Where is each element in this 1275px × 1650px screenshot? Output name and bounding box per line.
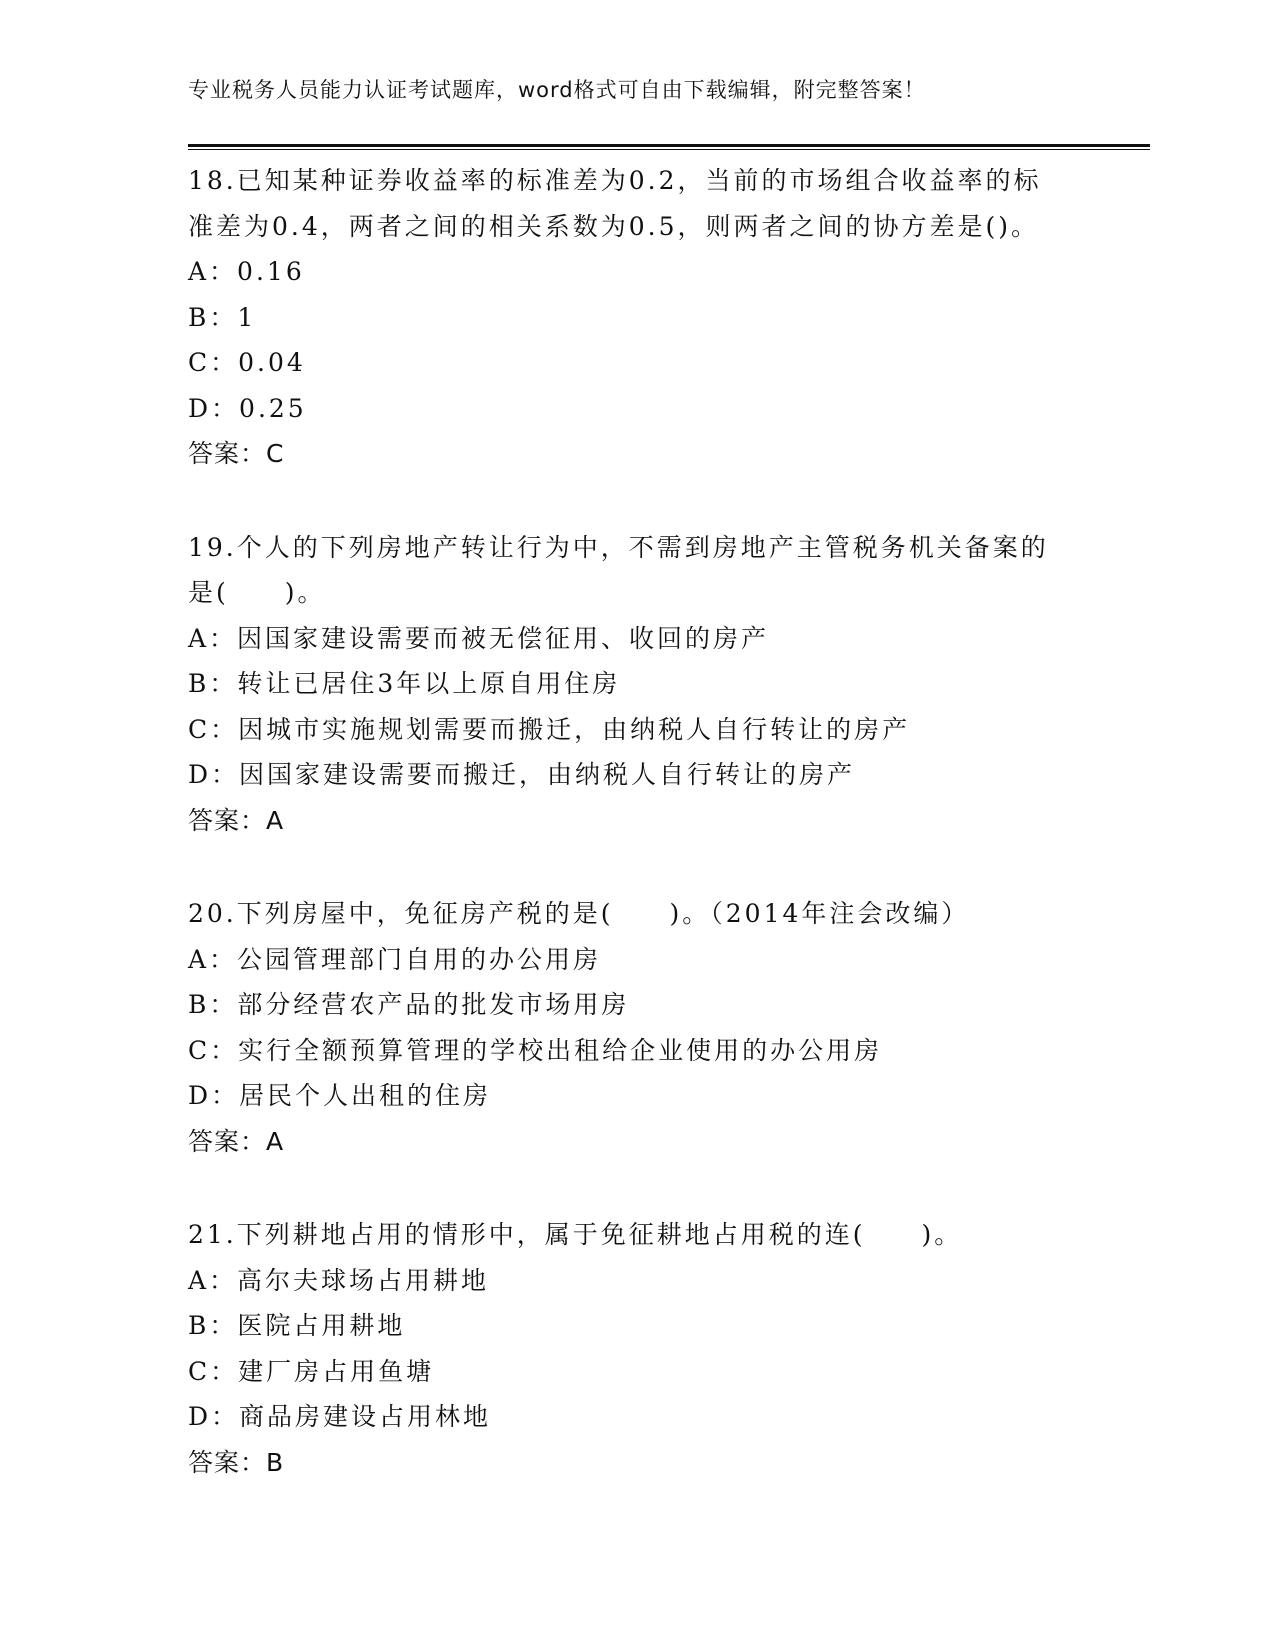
- option-b: B：医院占用耕地: [188, 1311, 406, 1340]
- answer: 答案：A: [188, 805, 285, 835]
- question-18: [188, 158, 1150, 477]
- option-a: A：高尔夫球场占用耕地: [188, 1265, 490, 1295]
- option-c: C：建厂房占用鱼塘: [188, 1356, 435, 1386]
- answer: 答案：B: [188, 1447, 285, 1477]
- question-stem-line: 是( )。: [188, 578, 326, 607]
- question-stem-line: 20.下列房屋中，免征房产税的是( )。（2014年注会改编）: [188, 899, 970, 928]
- option-b: B：1: [188, 302, 257, 332]
- option-d: D：因国家建设需要而搬迁，由纳税人自行转让的房产: [188, 760, 856, 789]
- question-20: [188, 891, 1150, 1164]
- option-b: B：部分经营农产品的批发市场用房: [188, 990, 630, 1019]
- option-a: A：0.16: [188, 257, 305, 286]
- question-19: [188, 525, 1150, 844]
- question-stem-line: 21.下列耕地占用的情形中，属于免征耕地占用税的连( )。: [188, 1220, 963, 1249]
- option-b: B：转让已居住3年以上原自用住房: [188, 669, 621, 698]
- question-stem-line: 准差为0.4，两者之间的相关系数为0.5，则两者之间的协方差是()。: [188, 211, 1040, 241]
- question-21: [188, 1212, 1150, 1485]
- option-a: A：因国家建设需要而被无偿征用、收回的房产: [188, 623, 770, 653]
- option-d: D：0.25: [188, 393, 307, 423]
- question-stem-line: 18.已知某种证券收益率的标准差为0.2，当前的市场组合收益率的标: [188, 166, 1042, 195]
- option-c: C：实行全额预算管理的学校出租给企业使用的办公用房: [188, 1035, 883, 1065]
- question-stem-line: 19.个人的下列房地产转让行为中，不需到房地产主管税务机关备案的: [188, 532, 1049, 562]
- answer: 答案：C: [188, 439, 285, 468]
- question-list: [188, 158, 1150, 1533]
- option-d: D：居民个人出租的住房: [188, 1081, 492, 1110]
- option-d: D：商品房建设占用林地: [188, 1402, 492, 1431]
- page-header: 专业税务人员能力认证考试题库，word格式可自由下载编辑，附完整答案！: [188, 78, 926, 102]
- header-divider: [188, 144, 1150, 150]
- option-a: A：公园管理部门自用的办公用房: [188, 944, 602, 974]
- option-c: C：0.04: [188, 348, 306, 377]
- option-c: C：因城市实施规划需要而搬迁，由纳税人自行转让的房产: [188, 714, 911, 744]
- answer: 答案：A: [188, 1126, 285, 1156]
